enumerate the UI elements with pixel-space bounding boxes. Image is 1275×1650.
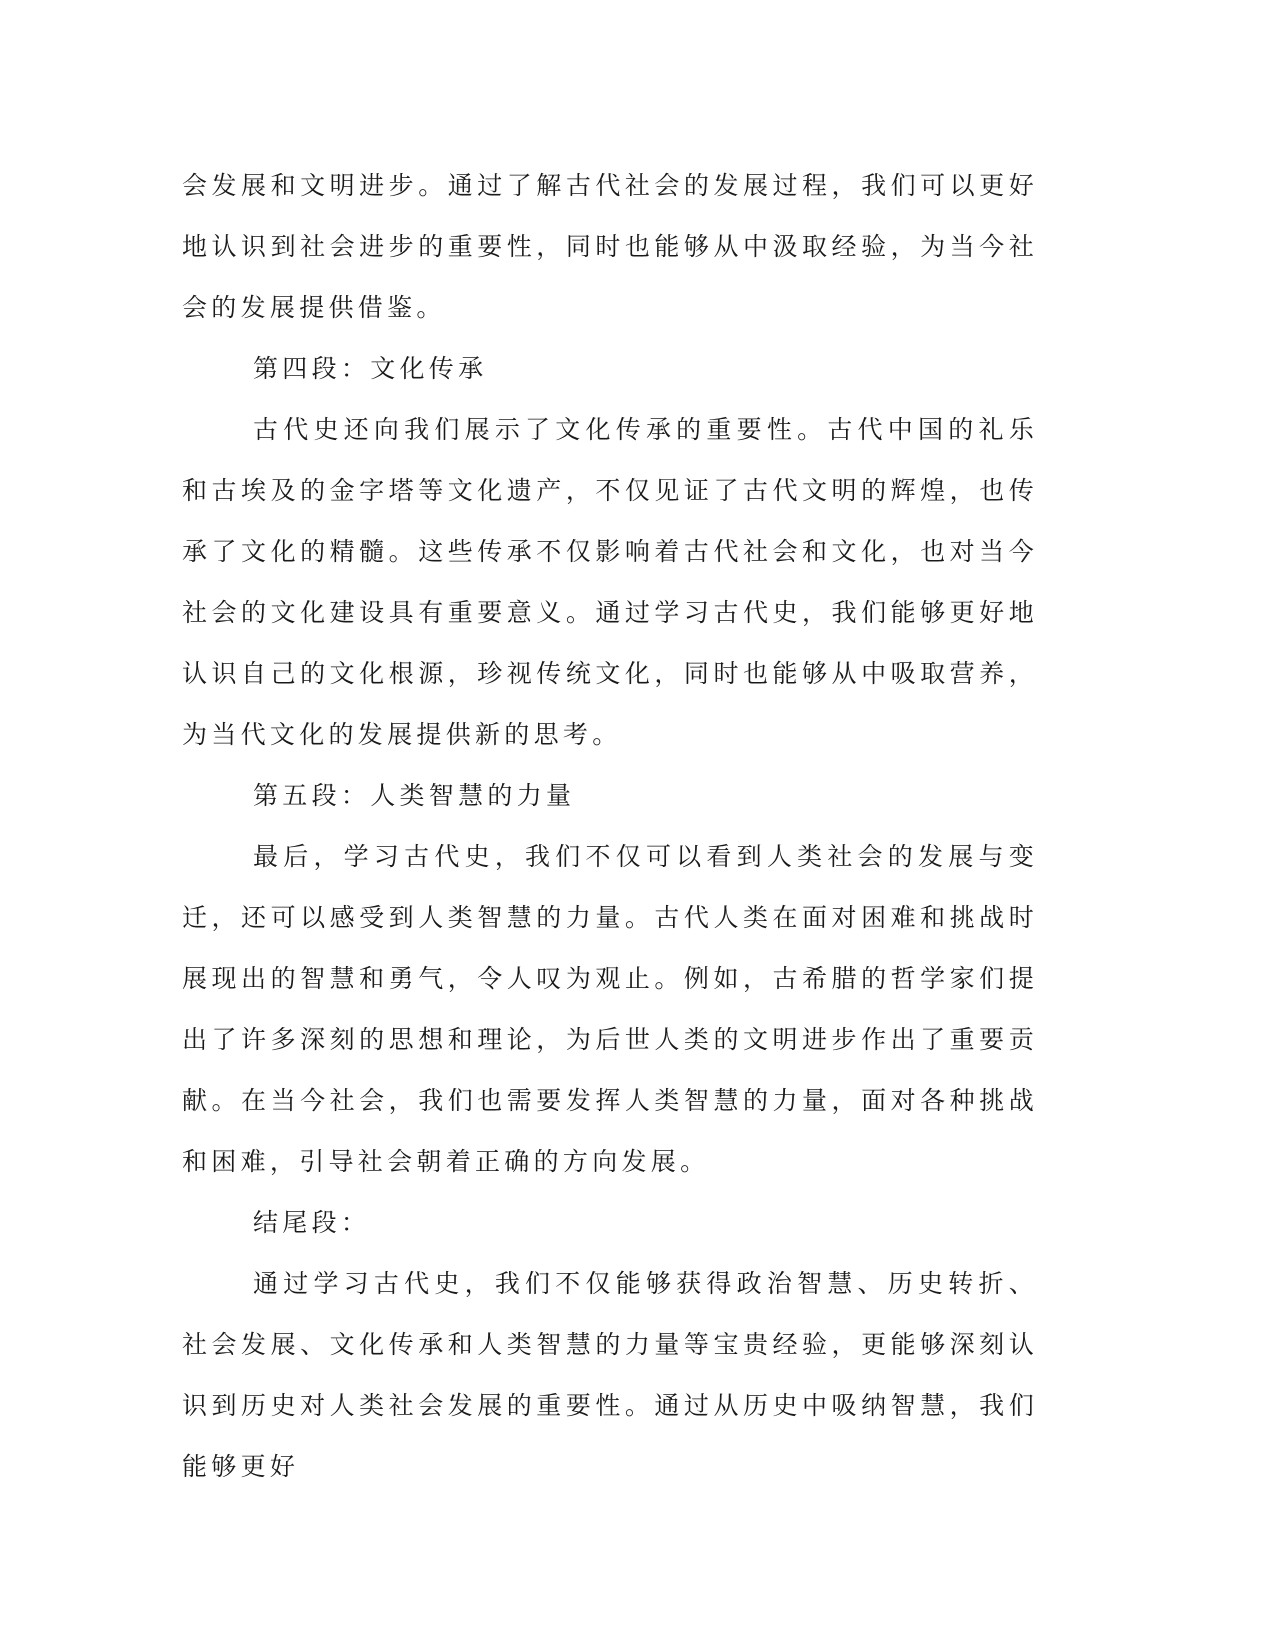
paragraph-cultural-heritage: 古代史还向我们展示了文化传承的重要性。古代中国的礼乐和古埃及的金字塔等文化遗产，不仅见证了古代文明的辉煌，也传承了文化的精髓。这些传承不仅影响着古代社会和文化，也对当今社会的文化建设具有重要意义。通过学习古代史，我们能够更好地认识自己的文化根源，珍视传统文化，同时也能够从中吸取营养，为当代文化的发展提供新的思考。 bbox=[182, 415, 1038, 749]
section-heading-4: 第四段：文化传承 bbox=[253, 354, 488, 383]
document-body bbox=[182, 155, 1038, 1497]
paragraph-human-wisdom: 最后，学习古代史，我们不仅可以看到人类社会的发展与变迁，还可以感受到人类智慧的力量。古代人类在面对困难和挑战时展现出的智慧和勇气，令人叹为观止。例如，古希腊的哲学家们提出了许多深刻的思想和理论，为后世人类的文明进步作出了重要贡献。在当今社会，我们也需要发挥人类智慧的力量，面对各种挑战和困难，引导社会朝着正确的方向发展。 bbox=[182, 842, 1038, 1176]
section-heading-conclusion: 结尾段： bbox=[253, 1208, 371, 1237]
paragraph-conclusion: 通过学习古代史，我们不仅能够获得政治智慧、历史转折、社会发展、文化传承和人类智慧的力量等宝贵经验，更能够深刻认识到历史对人类社会发展的重要性。通过从历史中吸纳智慧，我们能够更好 bbox=[182, 1269, 1038, 1481]
paragraph-continuation: 会发展和文明进步。通过了解古代社会的发展过程，我们可以更好地认识到社会进步的重要性，同时也能够从中汲取经验，为当今社会的发展提供借鉴。 bbox=[182, 171, 1038, 322]
section-heading-5: 第五段：人类智慧的力量 bbox=[253, 781, 576, 810]
